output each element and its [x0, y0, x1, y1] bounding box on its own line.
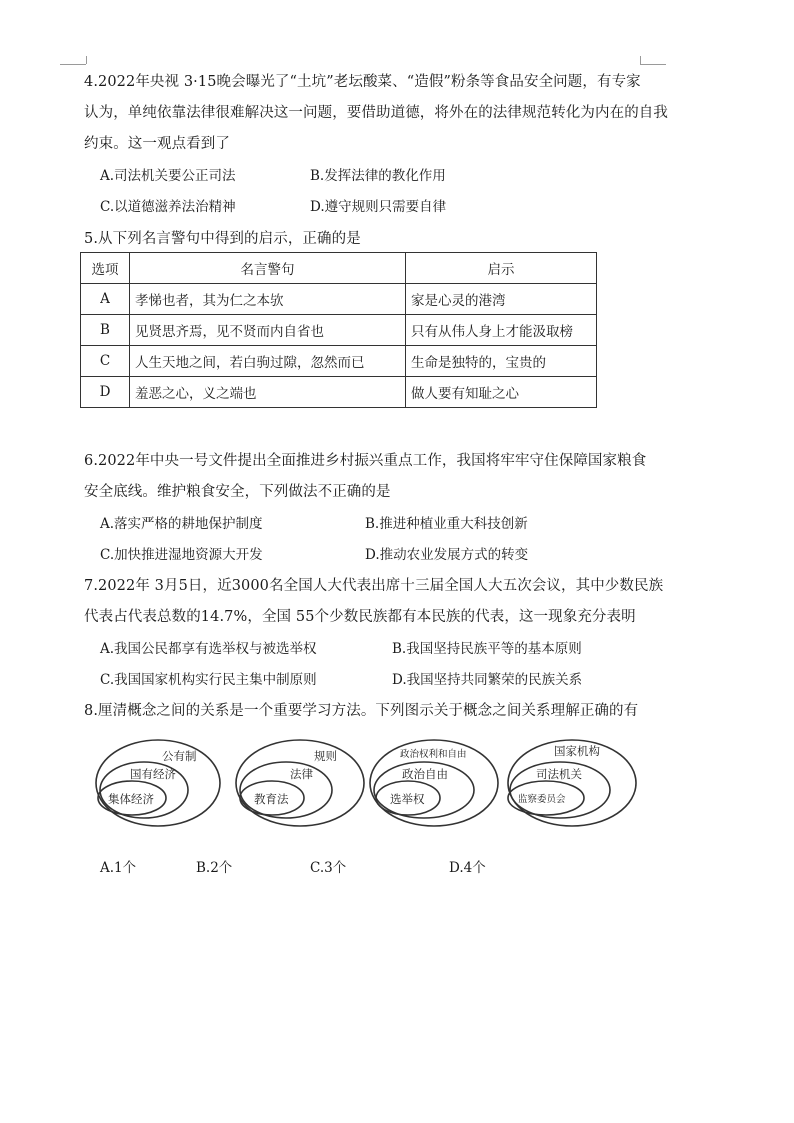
middle-ellipse	[240, 762, 332, 818]
table-row	[81, 346, 597, 377]
crop-mark-top-right	[640, 56, 666, 65]
table-cell-quote: 羞恶之心，义之端也	[130, 377, 406, 408]
diagram-2-inner-label: 教育法	[254, 792, 289, 806]
table-cell-insight: 家是心灵的港湾	[406, 284, 597, 315]
q4-stem-line-1: 4.2022年央视 3·15晚会曝光了“土坑”老坛酸菜、“造假”粉条等食品安全问题，有专家	[84, 74, 641, 90]
table-row	[81, 284, 597, 315]
diagram-3-outer-label: 政治权利和自由	[400, 749, 467, 760]
q8-option-b: B.2个	[196, 860, 233, 876]
q6-stem-line-1: 6.2022年中央一号文件提出全面推进乡村振兴重点工作，我国将牢牢守住保障国家粮食	[84, 453, 647, 469]
diagram-1-middle-label: 国有经济	[130, 767, 176, 781]
q6-option-c: C.加快推进湿地资源大开发	[100, 547, 263, 563]
q6-option-a: A.落实严格的耕地保护制度	[100, 516, 263, 532]
table-row	[81, 377, 597, 408]
q4-stem-line-2: 认为，单纯依靠法律很难解决这一问题，要借助道德，将外在的法律规范转化为内在的自我	[84, 105, 668, 121]
q6-option-d: D.推动农业发展方式的转变	[365, 547, 529, 563]
q6-option-b: B.推进种植业重大科技创新	[365, 516, 528, 532]
table-cell-option: A	[81, 284, 130, 315]
table-cell-option: B	[81, 315, 130, 346]
diagram-3-middle-label: 政治自由	[402, 767, 448, 781]
q8-stem: 8.厘清概念之间的关系是一个重要学习方法。下列图示关于概念之间关系理解正确的有	[84, 703, 639, 719]
q4-option-d: D.遵守规则只需要自律	[310, 199, 447, 215]
q4-option-b: B.发挥法律的教化作用	[310, 168, 446, 184]
table-header-option: 选项	[81, 253, 130, 284]
q7-option-d: D.我国坚持共同繁荣的民族关系	[392, 672, 583, 688]
q7-option-b: B.我国坚持民族平等的基本原则	[392, 641, 582, 657]
crop-mark-top-right-vertical	[640, 56, 641, 64]
q5-stem: 5.从下列名言警句中得到的启示，正确的是	[84, 231, 361, 247]
table-cell-insight: 做人要有知耻之心	[406, 377, 597, 408]
table-header-row	[81, 253, 597, 284]
table-row	[81, 315, 597, 346]
diagram-4-outer-label: 国家机构	[554, 744, 600, 758]
q7-option-a: A.我国公民都享有选举权与被选举权	[100, 641, 317, 657]
diagram-1-inner-label: 集体经济	[108, 792, 154, 806]
crop-mark-top-left	[60, 56, 86, 65]
crop-mark-top-left-vertical	[86, 56, 87, 64]
q4-option-a: A.司法机关要公正司法	[100, 168, 236, 184]
table-cell-quote: 人生天地之间，若白驹过隙，忽然而已	[130, 346, 406, 377]
q8-option-a: A.1个	[100, 860, 137, 876]
diagram-2-middle-label: 法律	[290, 767, 313, 781]
diagram-3-inner-label: 选举权	[390, 792, 425, 806]
q4-stem-line-3: 约束。这一观点看到了	[84, 136, 230, 152]
table-cell-option: C	[81, 346, 130, 377]
q6-stem-line-2: 安全底线。维护粮食安全，下列做法不正确的是	[84, 484, 391, 500]
table-cell-option: D	[81, 377, 130, 408]
concept-diagram-4	[508, 740, 636, 826]
q5-table	[80, 252, 597, 408]
table-cell-quote: 孝悌也者，其为仁之本欤	[130, 284, 406, 315]
table-cell-quote: 见贤思齐焉，见不贤而内自省也	[130, 315, 406, 346]
diagram-4-inner-label: 监察委员会	[518, 794, 566, 805]
q8-option-d: D.4个	[449, 860, 486, 876]
q7-option-c: C.我国国家机构实行民主集中制原则	[100, 672, 317, 688]
concept-diagram-1	[96, 740, 220, 826]
q7-stem-line-2: 代表占代表总数的14.7%，全国 55个少数民族都有本民族的代表，这一现象充分表明	[84, 609, 636, 625]
q8-concept-diagrams	[92, 730, 652, 834]
q7-stem-line-1: 7.2022年 3月5日，近3000名全国人大代表出席十三届全国人大五次会议，其中少数民族	[84, 578, 664, 594]
table-cell-insight: 生命是独特的，宝贵的	[406, 346, 597, 377]
diagram-4-middle-label: 司法机关	[536, 767, 582, 781]
q4-option-c: C.以道德滋养法治精神	[100, 199, 236, 215]
concept-diagram-2	[236, 740, 364, 826]
table-cell-insight: 只有从伟人身上才能汲取榜	[406, 315, 597, 346]
q8-option-c: C.3个	[310, 860, 347, 876]
table-header-quote: 名言警句	[130, 253, 406, 284]
diagram-2-outer-label: 规则	[314, 749, 337, 763]
table-header-insight: 启示	[406, 253, 597, 284]
concept-diagram-3	[370, 740, 498, 826]
diagram-1-outer-label: 公有制	[162, 749, 197, 763]
